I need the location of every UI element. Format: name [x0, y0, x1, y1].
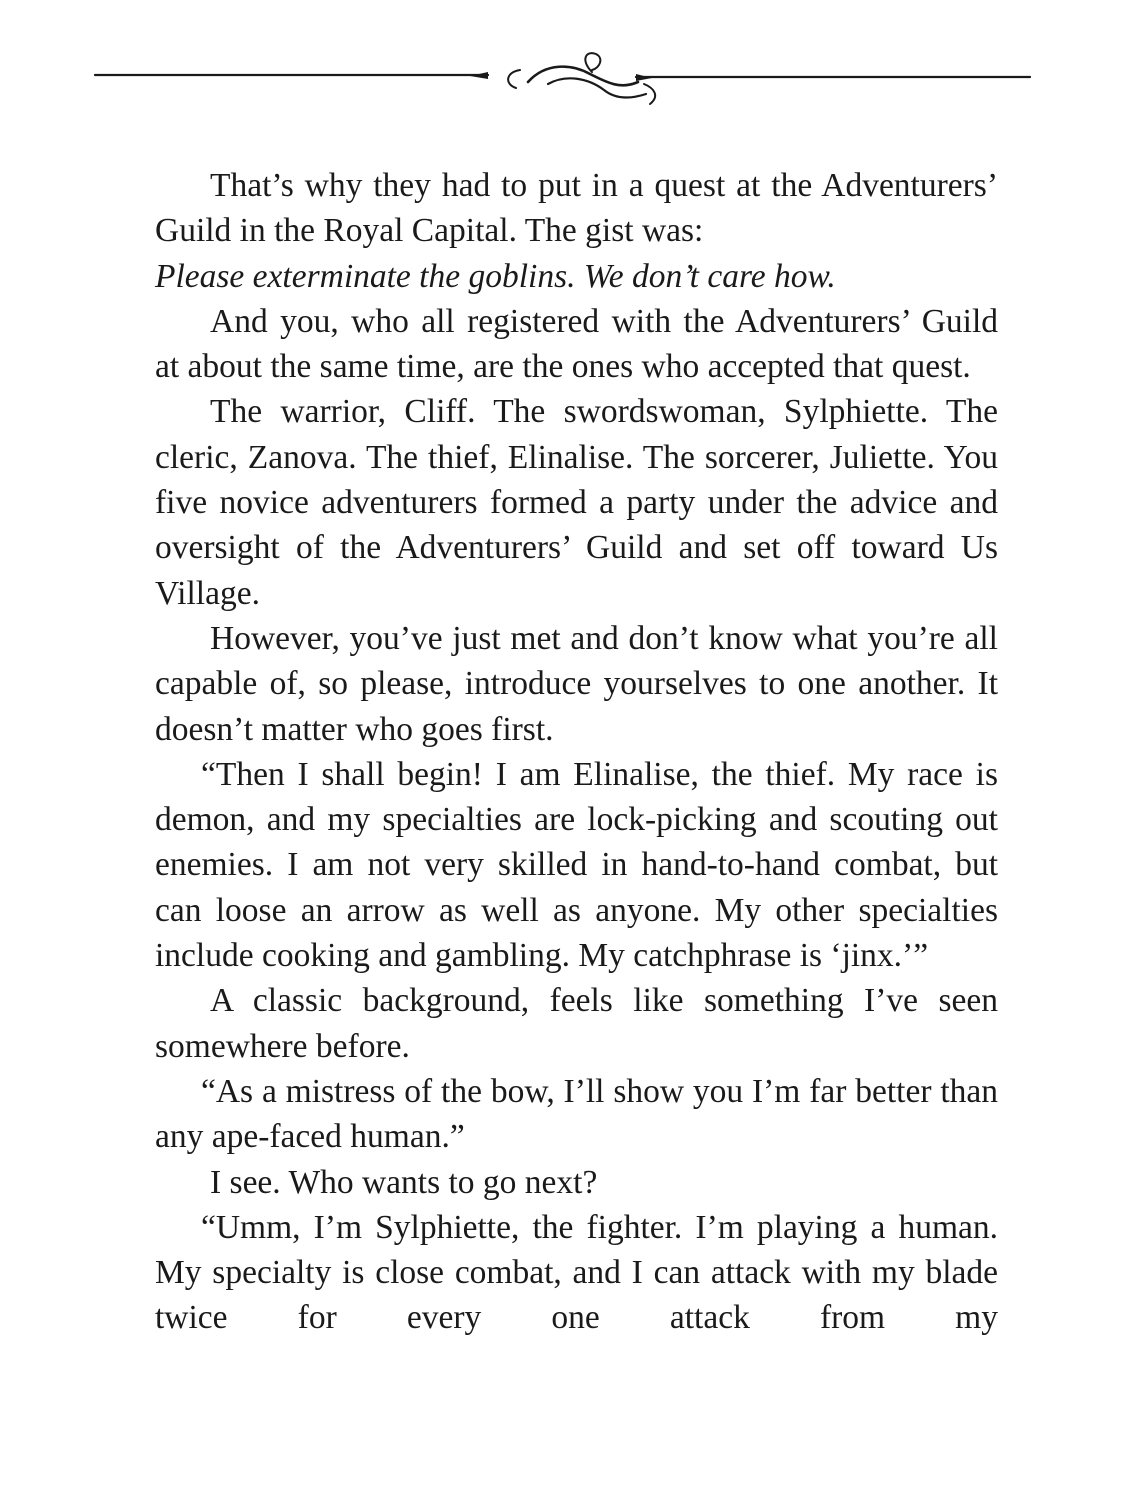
header-ornament: [0, 0, 1123, 120]
page-body-text: [155, 163, 998, 1341]
dialogue-paragraph: “Then I shall begin! I am Elinalise, the thief. My race is demon, and my specialties are lock-picking and scouting out enemies. I am not very skilled in hand-to-hand combat, but can loose an arrow as well as anyone. My other specialties include cooking and gambling. My catchphrase is ‘jinx.’”: [155, 755, 998, 975]
paragraph: That’s why they had to put in a quest at the Adventurers’ Guild in the Royal Capital. The gist was:: [155, 167, 998, 250]
paragraph: I see. Who wants to go next?: [210, 1163, 598, 1201]
paragraph: The warrior, Cliff. The swordswoman, Sylphiette. The cleric, Zanova. The thief, Elinalise. The sorcerer, Juliette. You five novice adventurers formed a party under the advice and oversight of the Adventurers’ Guild and set off toward Us Village.: [155, 393, 998, 612]
dialogue-paragraph: “As a mistress of the bow, I’ll show you I’m far better than any ape-faced human.”: [155, 1072, 998, 1156]
paragraph: A classic background, feels like something I’ve seen somewhere before.: [155, 982, 998, 1065]
paragraph: And you, who all registered with the Adventurers’ Guild at about the same time, are the ones who accepted that quest.: [155, 302, 998, 386]
flourish-divider-icon: [95, 53, 1030, 104]
italic-paragraph: Please exterminate the goblins. We don’t care how.: [155, 257, 836, 295]
dialogue-paragraph: “Umm, I’m Sylphiette, the fighter. I’m playing a human. My specialty is close combat, and I can attack with my blade twice for every one attack from my: [155, 1208, 998, 1337]
paragraph: However, you’ve just met and don’t know what you’re all capable of, so please, introduce yourselves to one another. It doesn’t matter who goes first.: [155, 619, 998, 748]
